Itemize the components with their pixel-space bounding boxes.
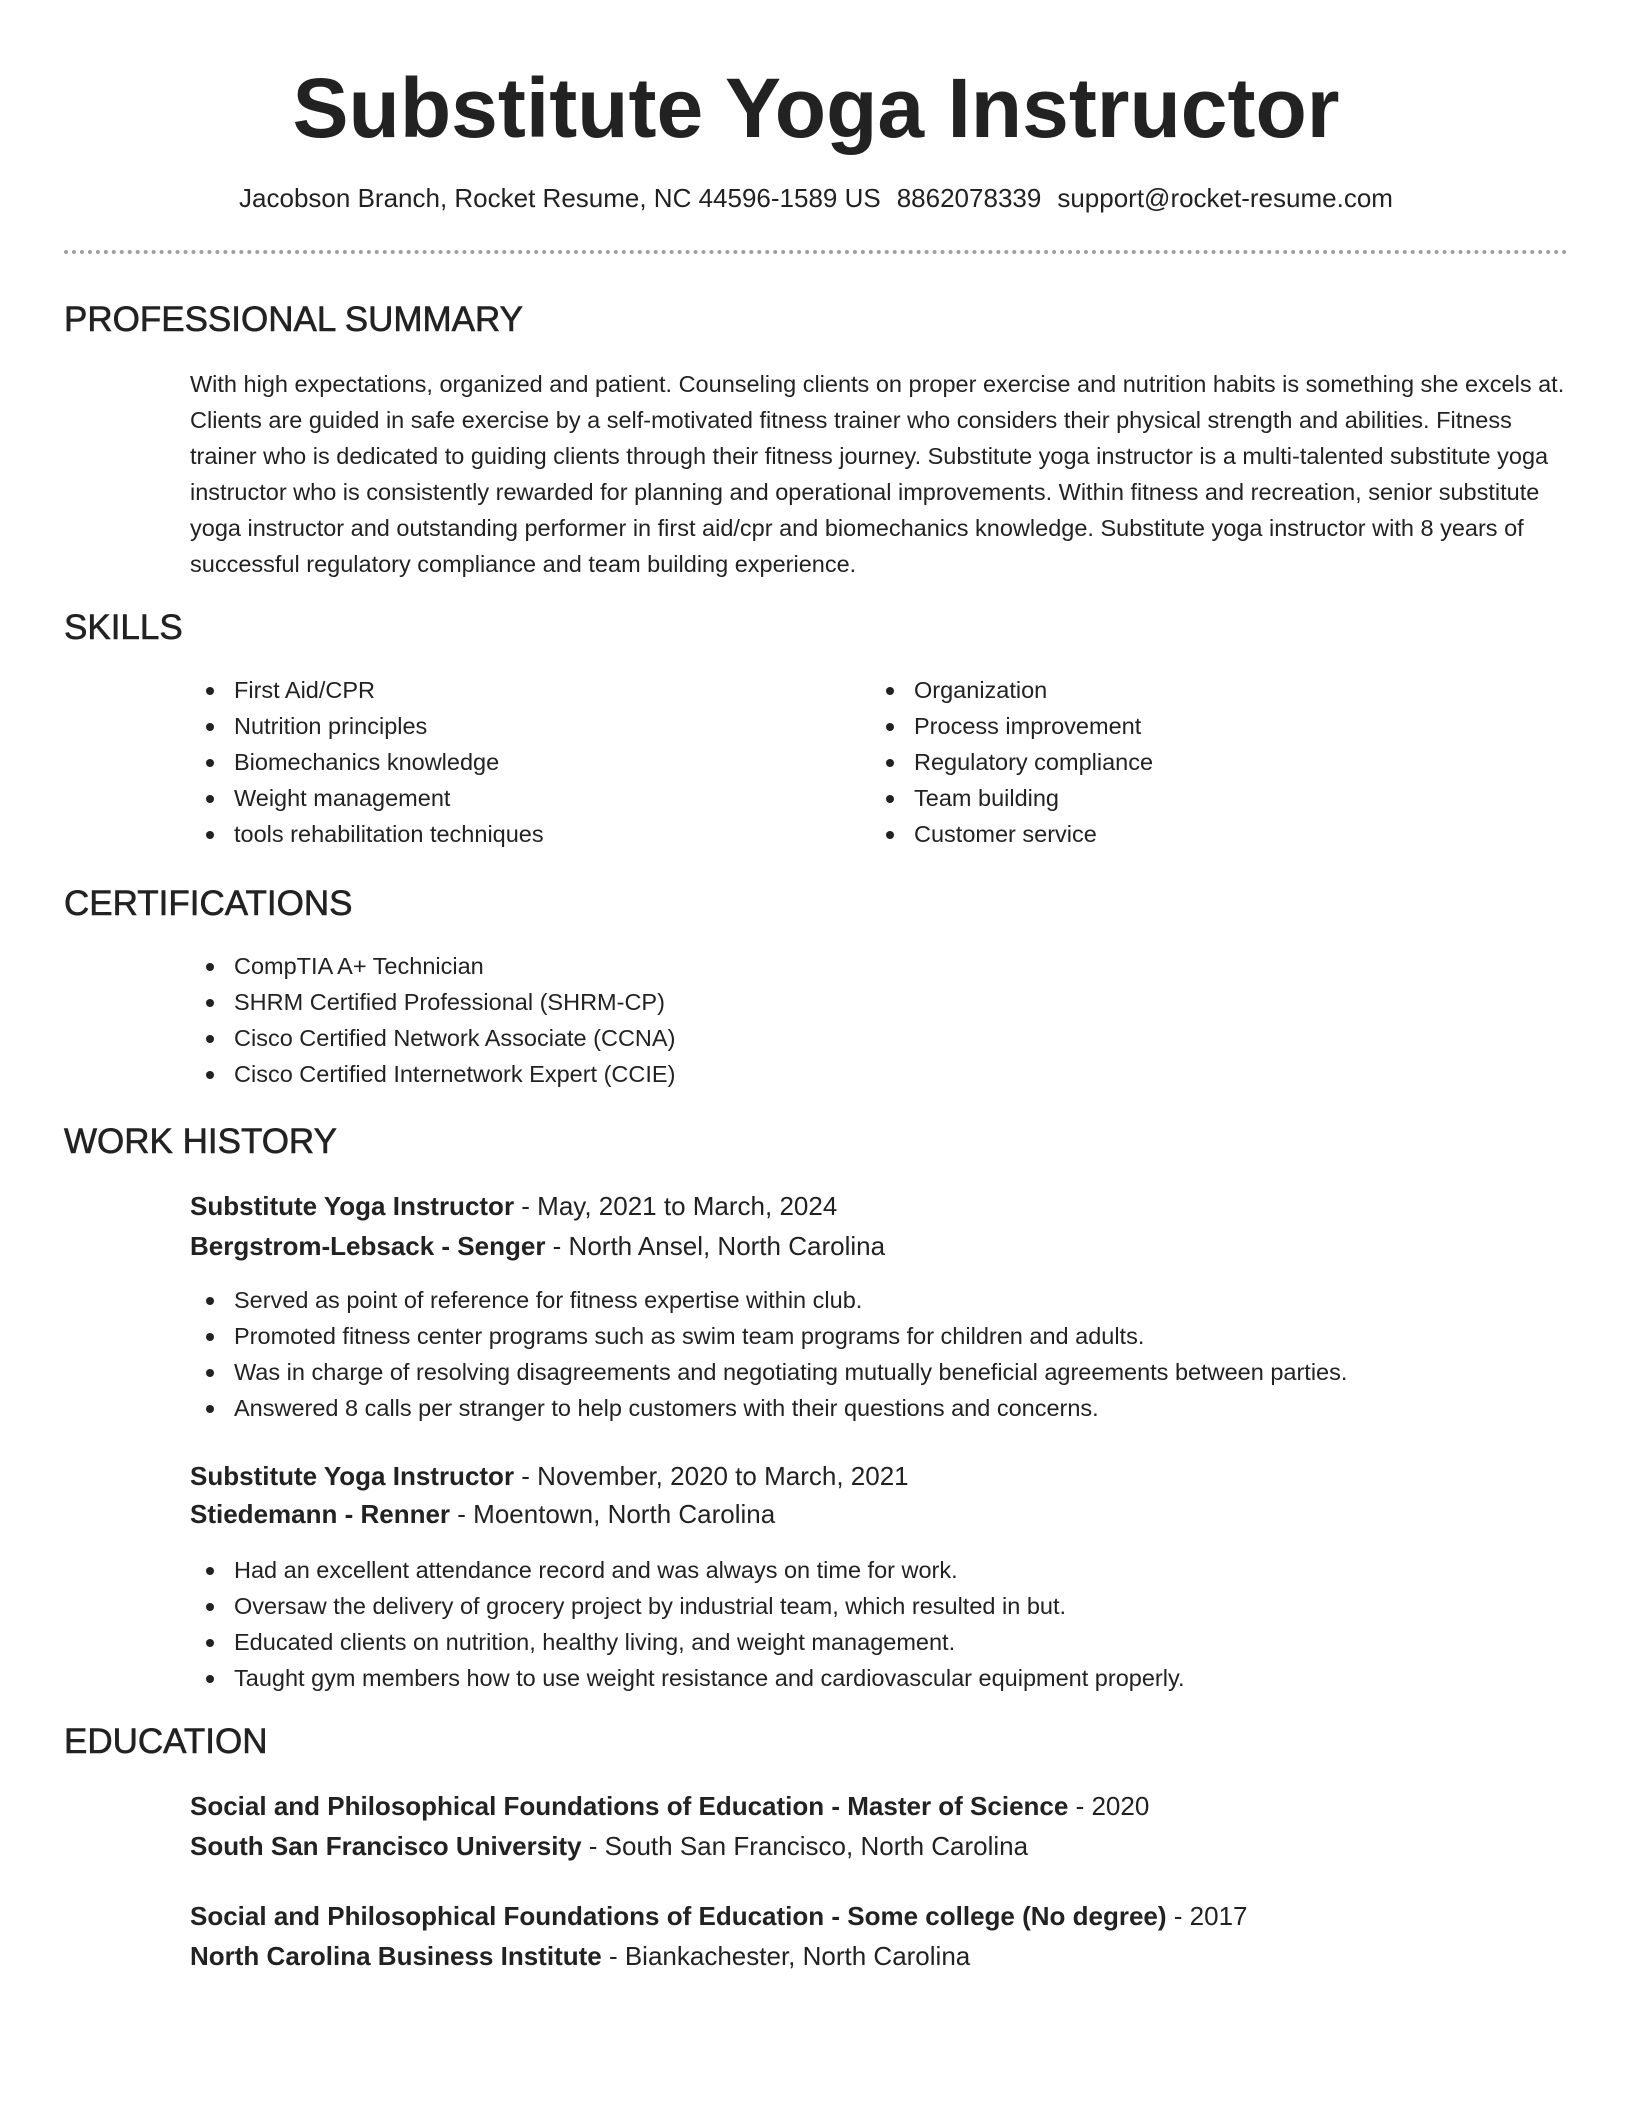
skill-item: Process improvement bbox=[870, 708, 1153, 744]
job-bullet: Oversaw the delivery of grocery project by industrial team, which resulted in but. bbox=[190, 1588, 1185, 1624]
job-bullet: Taught gym members how to use weight resistance and cardiovascular equipment properly. bbox=[190, 1660, 1185, 1696]
contact-phone: 8862078339 bbox=[896, 183, 1042, 213]
job-bullet: Educated clients on nutrition, healthy living, and weight management. bbox=[190, 1624, 1185, 1660]
job-company: Bergstrom-Lebsack - Senger bbox=[190, 1231, 546, 1261]
education-location: - South San Francisco, North Carolina bbox=[581, 1831, 1029, 1861]
skill-item: Nutrition principles bbox=[190, 708, 544, 744]
education-year: - 2020 bbox=[1068, 1791, 1150, 1821]
skills-list-right bbox=[870, 672, 1153, 852]
job-bullets bbox=[190, 1552, 1185, 1696]
certification-item: SHRM Certified Professional (SHRM-CP) bbox=[190, 984, 675, 1020]
certifications-list bbox=[190, 948, 675, 1092]
job-dates: - November, 2020 to March, 2021 bbox=[514, 1461, 909, 1491]
certifications-heading: CERTIFICATIONS bbox=[64, 884, 353, 923]
job-title: Substitute Yoga Instructor bbox=[190, 1461, 515, 1491]
skill-item: tools rehabilitation techniques bbox=[190, 816, 544, 852]
education-heading: EDUCATION bbox=[64, 1722, 268, 1761]
contact-email: support@rocket-resume.com bbox=[1057, 183, 1393, 213]
job-title-line bbox=[190, 1458, 909, 1494]
contact-address: Jacobson Branch, Rocket Resume, NC 44596-1589 US bbox=[239, 183, 881, 213]
education-school: North Carolina Business Institute bbox=[190, 1941, 602, 1971]
certification-item: CompTIA A+ Technician bbox=[190, 948, 675, 984]
skill-item: Regulatory compliance bbox=[870, 744, 1153, 780]
skill-item: Customer service bbox=[870, 816, 1153, 852]
education-degree: Social and Philosophical Foundations of Education - Master of Science bbox=[190, 1791, 1069, 1821]
header-divider bbox=[64, 250, 1568, 254]
education-year: - 2017 bbox=[1166, 1901, 1248, 1931]
job-bullet: Promoted fitness center programs such as swim team programs for children and adults. bbox=[190, 1318, 1347, 1354]
job-company-line bbox=[190, 1228, 885, 1264]
skill-item: Organization bbox=[870, 672, 1153, 708]
skills-heading: SKILLS bbox=[64, 608, 183, 647]
job-bullets bbox=[190, 1282, 1347, 1426]
education-degree: Social and Philosophical Foundations of Education - Some college (No degree) bbox=[190, 1901, 1167, 1931]
job-dates: - May, 2021 to March, 2024 bbox=[514, 1191, 838, 1221]
contact-line bbox=[64, 180, 1568, 216]
job-bullet: Served as point of reference for fitness expertise within club. bbox=[190, 1282, 1347, 1318]
summary-text: With high expectations, organized and patient. Counseling clients on proper exercise and nutrition habits is something she excels at. Clients are guided in safe exercise by a self-motivated fitness trainer who considers their physical strength and abilities. Fitness trainer who is dedicated to guiding clients through their fitness journey. Substitute yoga instructor is a multi-talented substitute yoga instructor who is consistently rewarded for planning and operational improvements. Within fitness and recreation, senior substitute yoga instructor and outstanding performer in first aid/cpr and biomechanics knowledge. Substitute yoga instructor with 8 years of successful regulatory compliance and team building experience. bbox=[190, 371, 1565, 577]
job-bullet: Had an excellent attendance record and was always on time for work. bbox=[190, 1552, 1185, 1588]
job-company: Stiedemann - Renner bbox=[190, 1499, 451, 1529]
job-location: - Moentown, North Carolina bbox=[450, 1499, 776, 1529]
summary-heading: PROFESSIONAL SUMMARY bbox=[64, 300, 523, 339]
skill-item: Team building bbox=[870, 780, 1153, 816]
education-degree-line bbox=[190, 1788, 1149, 1824]
job-company-line bbox=[190, 1496, 775, 1532]
work-history-heading: WORK HISTORY bbox=[64, 1122, 337, 1161]
job-title: Substitute Yoga Instructor bbox=[190, 1191, 515, 1221]
education-school: South San Francisco University bbox=[190, 1831, 582, 1861]
job-title-line bbox=[190, 1188, 837, 1224]
skill-item: Biomechanics knowledge bbox=[190, 744, 544, 780]
certification-item: Cisco Certified Network Associate (CCNA) bbox=[190, 1020, 675, 1056]
certification-item: Cisco Certified Internetwork Expert (CCIE) bbox=[190, 1056, 675, 1092]
job-location: - North Ansel, North Carolina bbox=[545, 1231, 886, 1261]
skills-list-left bbox=[190, 672, 544, 852]
resume-title: Substitute Yoga Instructor bbox=[292, 61, 1340, 155]
education-school-line bbox=[190, 1938, 970, 1974]
job-bullet: Was in charge of resolving disagreements and negotiating mutually beneficial agreements between parties. bbox=[190, 1354, 1347, 1390]
education-degree-line bbox=[190, 1898, 1248, 1934]
education-location: - Biankachester, North Carolina bbox=[601, 1941, 971, 1971]
education-school-line bbox=[190, 1828, 1028, 1864]
job-bullet: Answered 8 calls per stranger to help customers with their questions and concerns. bbox=[190, 1390, 1347, 1426]
skill-item: First Aid/CPR bbox=[190, 672, 544, 708]
skill-item: Weight management bbox=[190, 780, 544, 816]
